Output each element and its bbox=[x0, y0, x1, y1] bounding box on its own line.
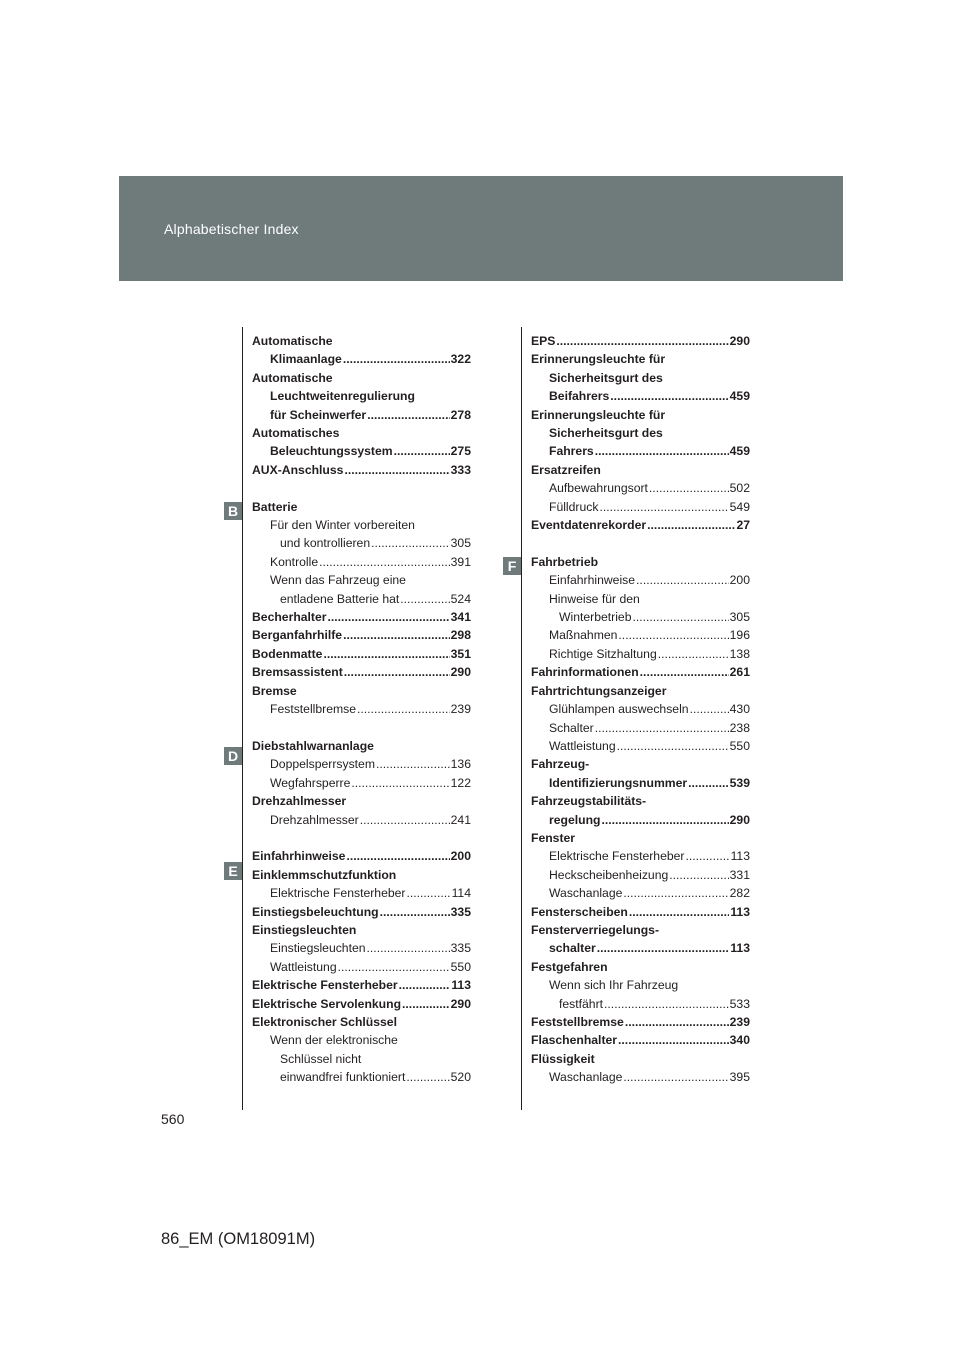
index-entry: Fahrers ..... 459 bbox=[531, 442, 750, 460]
index-entry: Automatisches bbox=[252, 426, 340, 441]
index-entry: Bodenmatte ..... 351 bbox=[252, 645, 471, 663]
index-subentry: Glühlampen auswechseln ..... 430 bbox=[531, 700, 750, 718]
index-entry: Elektrische Servolenkung ..... 290 bbox=[252, 995, 471, 1013]
index-subentry: Winterbetrieb ..... 305 bbox=[531, 608, 750, 626]
index-subentry: entladene Batterie hat ..... 524 bbox=[252, 590, 471, 608]
index-entry: Ersatzreifen bbox=[531, 462, 601, 477]
index-entry: Fahrzeugstabilitäts- bbox=[531, 794, 647, 809]
index-entry: Eventdatenrekorder ..... 27 bbox=[531, 516, 750, 534]
index-entry: Identifizierungsnummer ..... 539 bbox=[531, 774, 750, 792]
index-entry: Elektronischer Schlüssel bbox=[252, 1014, 397, 1029]
index-entry: Fahrinformationen ..... 261 bbox=[531, 663, 750, 681]
index-subentry: Elektrische Fensterheber ..... 113 bbox=[531, 847, 750, 865]
page-number: 560 bbox=[161, 1111, 185, 1127]
index-subentry: Wenn der elektronische bbox=[270, 1033, 398, 1048]
index-subentry: Waschanlage ..... 282 bbox=[531, 884, 750, 902]
index-entry: Einfahrhinweise ..... 200 bbox=[252, 847, 471, 865]
index-subentry: Schalter ..... 238 bbox=[531, 719, 750, 737]
index-entry: Fahrzeug- bbox=[531, 757, 590, 772]
index-entry: Beifahrers ..... 459 bbox=[531, 387, 750, 405]
index-subentry: Elektrische Fensterheber ..... 114 bbox=[252, 884, 471, 902]
index-subentry: Aufbewahrungsort ..... 502 bbox=[531, 479, 750, 497]
index-subentry: Wattleistung ..... 550 bbox=[252, 958, 471, 976]
index-subentry: Feststellbremse ..... 239 bbox=[252, 700, 471, 718]
index-subentry: Waschanlage ..... 395 bbox=[531, 1068, 750, 1086]
section-letter-e: E bbox=[224, 862, 242, 880]
header-title: Alphabetischer Index bbox=[164, 221, 299, 237]
index-entry: Fahrbetrieb bbox=[531, 554, 599, 569]
index-entry: Einklemmschutzfunktion bbox=[252, 867, 397, 882]
index-entry: Beleuchtungssystem ..... 275 bbox=[252, 442, 471, 460]
index-entry: regelung ..... 290 bbox=[531, 811, 750, 829]
index-entry: Fensterverriegelungs- bbox=[531, 922, 660, 937]
index-subentry: Wenn das Fahrzeug eine bbox=[270, 573, 406, 588]
index-entry: Fensterscheiben ..... 113 bbox=[531, 903, 750, 921]
index-entry: Festgefahren bbox=[531, 959, 608, 974]
section-letter-b: B bbox=[224, 502, 242, 520]
index-entry: Leuchtweitenregulierung bbox=[270, 389, 415, 404]
index-subentry: Wattleistung ..... 550 bbox=[531, 737, 750, 755]
index-entry: Elektrische Fensterheber ..... 113 bbox=[252, 976, 471, 994]
index-entry: Feststellbremse ..... 239 bbox=[531, 1013, 750, 1031]
index-entry: Batterie bbox=[252, 499, 298, 514]
index-subentry: Einfahrhinweise ..... 200 bbox=[531, 571, 750, 589]
index-entry: für Scheinwerfer ..... 278 bbox=[252, 406, 471, 424]
index-column-right bbox=[531, 332, 750, 1087]
section-letter-f: F bbox=[503, 557, 521, 575]
index-entry: Einstiegsleuchten bbox=[252, 922, 357, 937]
index-subentry: und kontrollieren ..... 305 bbox=[252, 534, 471, 552]
index-subentry: Wegfahrsperre ..... 122 bbox=[252, 774, 471, 792]
index-entry: Klimaanlage ..... 322 bbox=[252, 350, 471, 368]
index-subentry: Fülldruck ..... 549 bbox=[531, 498, 750, 516]
index-entry: Sicherheitsgurt des bbox=[549, 426, 663, 441]
index-subentry: Drehzahlmesser ..... 241 bbox=[252, 811, 471, 829]
section-letter-d: D bbox=[224, 747, 242, 765]
index-subentry: Einstiegsleuchten ..... 335 bbox=[252, 939, 471, 957]
index-subentry: Kontrolle ..... 391 bbox=[252, 553, 471, 571]
index-entry: Bremsassistent ..... 290 bbox=[252, 663, 471, 681]
index-subentry: Doppelsperrsystem ..... 136 bbox=[252, 755, 471, 773]
index-entry: EPS ..... 290 bbox=[531, 332, 750, 350]
index-subentry: Maßnahmen ..... 196 bbox=[531, 626, 750, 644]
index-entry: Flaschenhalter ..... 340 bbox=[531, 1031, 750, 1049]
index-entry: Bremse bbox=[252, 683, 297, 698]
index-subentry: einwandfrei funktioniert ..... 520 bbox=[252, 1068, 471, 1086]
index-subentry: Schlüssel nicht bbox=[280, 1051, 362, 1066]
index-entry: Sicherheitsgurt des bbox=[549, 370, 663, 385]
index-subentry: festfährt ..... 533 bbox=[531, 995, 750, 1013]
index-entry: Automatische bbox=[252, 370, 333, 385]
index-entry: schalter ..... 113 bbox=[531, 939, 750, 957]
index-entry: AUX-Anschluss ..... 333 bbox=[252, 461, 471, 479]
index-entry: Diebstahlwarnanlage bbox=[252, 738, 374, 753]
index-subentry: Für den Winter vorbereiten bbox=[270, 518, 415, 533]
index-subentry: Richtige Sitzhaltung ..... 138 bbox=[531, 645, 750, 663]
index-subentry: Wenn sich Ihr Fahrzeug bbox=[549, 978, 679, 993]
index-entry: Erinnerungsleuchte für bbox=[531, 407, 666, 422]
index-entry: Drehzahlmesser bbox=[252, 794, 347, 809]
index-subentry: Hinweise für den bbox=[549, 591, 640, 606]
index-column-left bbox=[252, 332, 471, 1087]
index-entry: Berganfahrhilfe ..... 298 bbox=[252, 626, 471, 644]
index-entry: Einstiegsbeleuchtung ..... 335 bbox=[252, 903, 471, 921]
page-header bbox=[119, 176, 843, 281]
index-entry: Becherhalter ..... 341 bbox=[252, 608, 471, 626]
column-divider-right bbox=[521, 327, 522, 1110]
index-entry: Fenster bbox=[531, 830, 576, 845]
index-entry: Automatische bbox=[252, 334, 333, 348]
index-entry: Erinnerungsleuchte für bbox=[531, 352, 666, 367]
document-code: 86_EM (OM18091M) bbox=[161, 1230, 316, 1248]
column-divider-left bbox=[242, 327, 243, 1110]
index-subentry: Heckscheibenheizung ..... 331 bbox=[531, 866, 750, 884]
index-entry: Flüssigkeit bbox=[531, 1051, 595, 1066]
index-entry: Fahrtrichtungsanzeiger bbox=[531, 683, 667, 698]
